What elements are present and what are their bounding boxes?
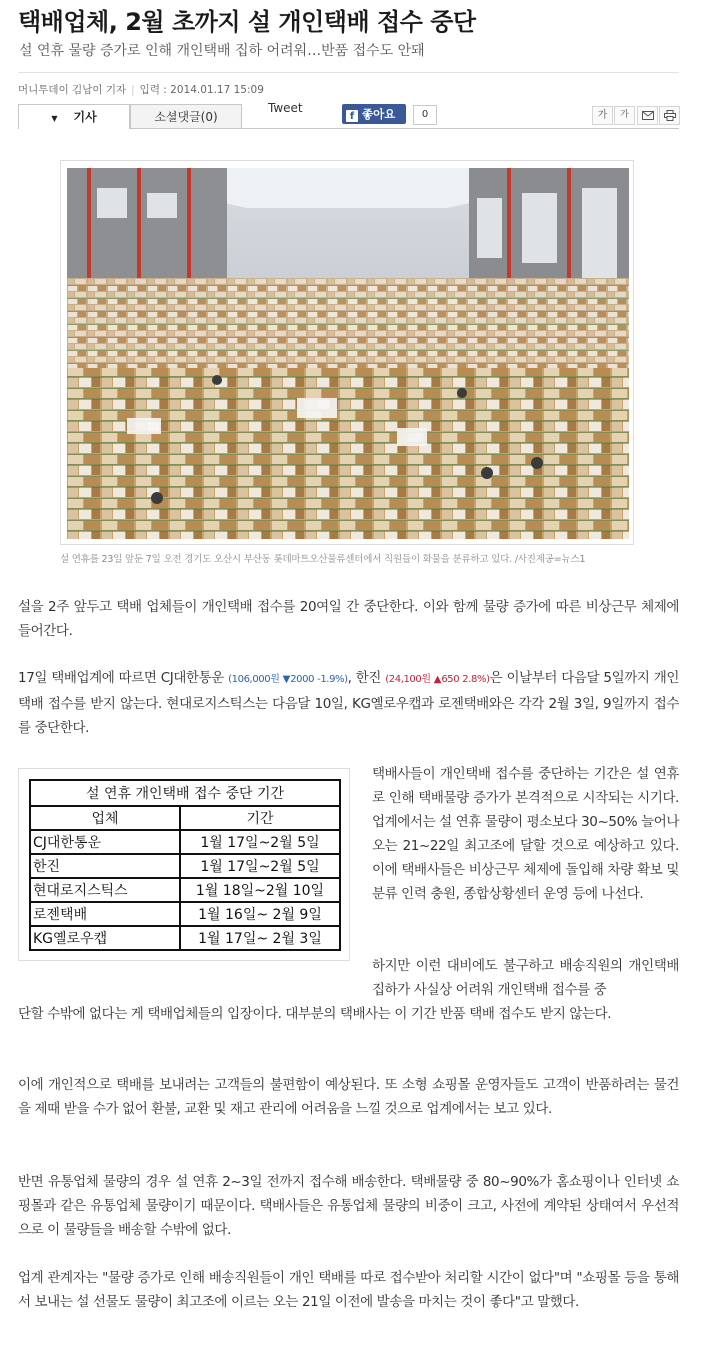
table-cell-company: 한진 [30, 854, 180, 878]
table-cell-period: 1월 16일~ 2월 9일 [180, 902, 340, 926]
table-header-company: 업체 [30, 806, 180, 830]
table-cell-period: 1월 18일~2월 10일 [180, 878, 340, 902]
suspension-table [29, 779, 341, 951]
tab-article-label: 기사 [73, 110, 97, 124]
body-paragraph-4b: 단할 수밖에 없다는 게 택배업체들의 입장이다. 대부분의 택배사는 이 기간 반품 택배 접수도 받지 않는다. [18, 1006, 612, 1022]
suspension-table-image [18, 768, 350, 961]
byline-divider: | [131, 84, 135, 96]
table-title: 설 연휴 개인택배 접수 중단 기간 [30, 780, 340, 806]
p2-text-a: 17일 택배업계에 따르면 CJ대한통운 [18, 670, 229, 686]
published-date: 입력 : 2014.01.17 15:09 [139, 84, 264, 96]
warehouse-photo [67, 168, 629, 539]
table-row [30, 926, 340, 950]
table-cell-period: 1월 17일~ 2월 3일 [180, 926, 340, 950]
facebook-like-count: 0 [413, 105, 437, 125]
body-paragraph-7: 업계 관계자는 "물량 증가로 인해 배송직원들이 개인 택배를 따로 접수받아 처리할 시간이 없다"며 "쇼핑몰 등을 통해서 보내는 설 선물도 물량이 최고조에 이르는 오는 21일 이전에 발송을 마치는 것이 좋다"고 말했다. [18, 1270, 679, 1310]
triangle-down-icon: ▼ [51, 114, 58, 123]
table-cell-company: CJ대한통운 [30, 830, 180, 854]
table-cell-period: 1월 17일~2월 5일 [180, 854, 340, 878]
print-icon[interactable] [659, 106, 680, 125]
table-row [30, 878, 340, 902]
table-header-period: 기간 [180, 806, 340, 830]
table-row [30, 902, 340, 926]
body-paragraph-4a: 하지만 이런 대비에도 불구하고 배송직원의 개인택배 집하가 사실상 어려워 개인택배 접수를 중 [372, 958, 679, 998]
tab-social-comments[interactable]: 소셜댓글(0) [130, 104, 242, 129]
body-paragraph-6: 반면 유통업체 물량의 경우 설 연휴 2~3일 전까지 접수해 배송한다. 택배물량 중 80~90%가 홈쇼핑이나 인터넷 쇼핑몰과 같은 유통업체 물량이기 때문이다. 택배사들은 유통업체 물량의 비중이 크고, 사전에 계약된 상태여서 우선적으로 이 물량들을 배송할 수밖에 없다. [18, 1174, 679, 1238]
facebook-like-button[interactable] [342, 104, 406, 124]
body-paragraph-5: 이에 개인적으로 택배를 보내려는 고객들의 불편함이 예상된다. 또 소형 쇼핑몰 운영자들도 고객이 반품하려는 물건을 제때 받을 수가 없어 환불, 교환 및 재고 관리에 어려움을 느낄 것으로 업계에서는 보고 있다. [18, 1077, 679, 1117]
byline [18, 72, 679, 103]
body-paragraph-1: 설을 2주 앞두고 택배 업체들이 개인택배 접수를 20여일 간 중단한다. 이와 함께 물량 증가에 따른 비상근무 체제에 들어간다. [18, 599, 679, 639]
table-cell-company: 현대로지스틱스 [30, 878, 180, 902]
table-cell-company: KG옐로우캡 [30, 926, 180, 950]
stock-quote-cj[interactable]: (106,000원 ▼2000 -1.9%) [228, 674, 348, 685]
body-paragraph-3: 택배사들이 개인택배 접수를 중단하는 기간은 설 연휴로 인해 택배물량 증가가 본격적으로 시작되는 시기다. 업계에서는 설 연휴 물량이 평소보다 30~50% 늘어나 오는 21~22일 최고조에 달할 것으로 예상하고 있다. 이에 택배사들은 비상근무 체제에 돌입해 차량 확보 및 분류 인력 충원, 종합상황센터 운영 등에 나선다. [372, 766, 679, 902]
tab-article[interactable] [18, 104, 130, 129]
mail-icon[interactable] [637, 106, 658, 125]
reporter-name[interactable]: 김남이 기자 [72, 84, 127, 96]
stock-quote-hanjin[interactable]: (24,100원 ▲650 2.8%) [385, 674, 490, 685]
article-photo [60, 160, 634, 545]
p2-text-b: , 한진 [347, 670, 386, 686]
table-cell-company: 로젠택배 [30, 902, 180, 926]
font-size-up-button[interactable]: 가 [592, 106, 613, 125]
table-row [30, 854, 340, 878]
table-row [30, 830, 340, 854]
article-toolbar [18, 101, 679, 132]
body-paragraph-2 [18, 666, 679, 740]
facebook-icon: f [346, 110, 358, 122]
photo-caption: 설 연휴를 23일 앞둔 7일 오전 경기도 오산시 부산동 롯데마트오산물류센터에서 직원들이 화물을 분류하고 있다. /사진제공=뉴스1 [60, 554, 586, 565]
article-headline: 택배업체, 2월 초까지 설 개인택배 접수 중단 [18, 8, 476, 36]
tab-underline [242, 128, 679, 129]
facebook-like-label: 좋아요 [362, 107, 396, 121]
p2-text-c: 은 이날부터 다음달 5일까지 개인택배 접수를 받지 않는다. 현대로지스틱스는 다음달 10일, KG옐로우캡과 로젠택배와은 각각 2월 3일, 9일까지 접수를 중단한다. [18, 670, 679, 736]
article-subheadline: 설 연휴 물량 증가로 인해 개인택배 집하 어려워…반품 접수도 안돼 [19, 43, 425, 59]
font-size-down-button[interactable]: 가 [614, 106, 635, 125]
table-cell-period: 1월 17일~2월 5일 [180, 830, 340, 854]
tweet-button[interactable]: Tweet [268, 101, 303, 115]
source-name[interactable]: 머니투데이 [18, 84, 69, 96]
